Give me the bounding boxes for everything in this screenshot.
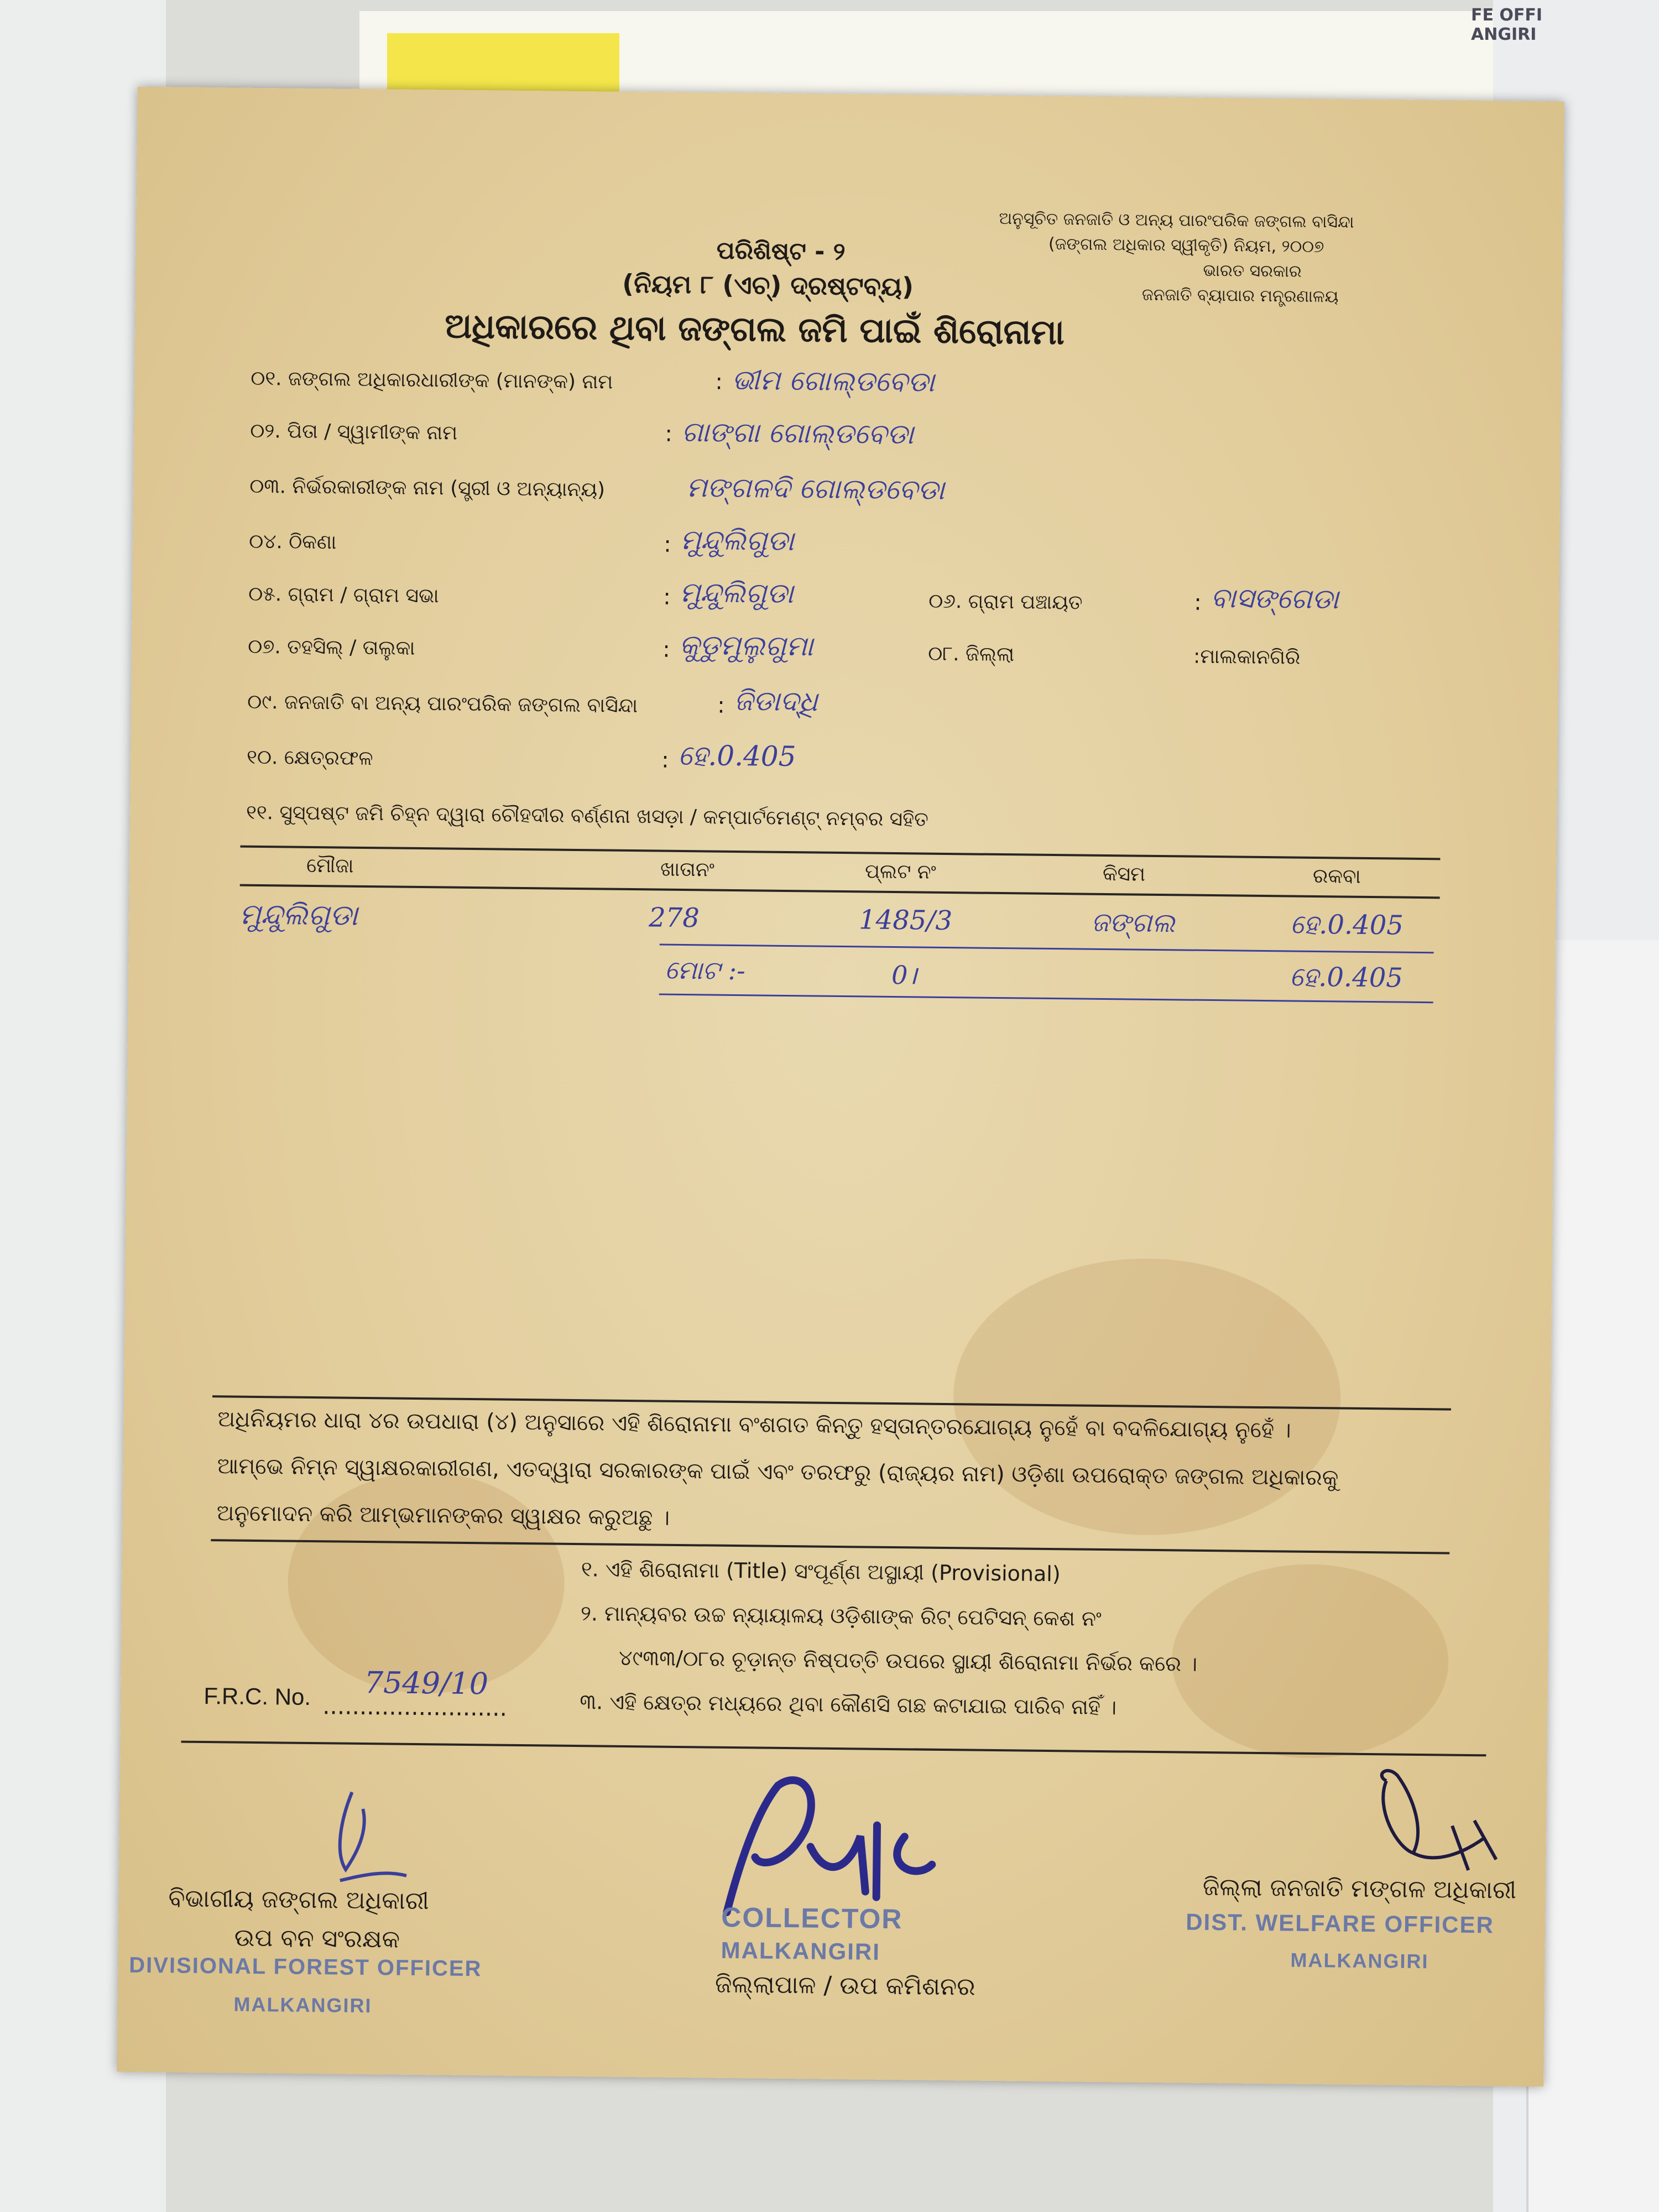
note-line: ୨. ମାନ୍ୟବର ଉଚ୍ଚ ନ୍ୟାୟାଳୟ ଓଡ଼ିଶାଙ୍କ ରିଟ୍ ପେଟିସନ୍ କେଶ ନଂ bbox=[580, 1601, 1102, 1631]
table-header: ଖାତାନଂ bbox=[660, 858, 715, 881]
field-label: ୦୨. ପିତା / ସ୍ୱାମୀଙ୍କ ନାମ bbox=[250, 419, 458, 445]
table-header-rule bbox=[240, 884, 1440, 899]
collector-title-odia: ଜିଲ୍ଲାପାଳ / ଉପ କମିଶନର bbox=[714, 1970, 975, 2001]
fields-list: ୦୧. ଜଙ୍ଗଲ ଅଧିକାରଧାରୀଙ୍କ (ମାନଙ୍କ) ନାମ : ଭୀମ ଗୋଲ୍ଡବେଡା ୦୨. ପିତା / ସ୍ୱାମୀଙ୍କ ନାମ : ଗାଙ୍ଗା ଗୋଲ୍ଡବେଡା ୦୩. ନିର୍ଭରକାରୀଙ୍କ ନାମ (ସ୍ତ୍ରୀ ଓ ଅନ୍ୟାନ୍ୟ) ମଙ୍ଗଳଦି ଗୋଲ୍ଡବେଡା ୦୪. ଠିକଣା : ମୁନ୍ଦୁଲିଗୁଡା ୦୫. ଗ୍ରାମ / ଗ୍ରାମ ସଭା : ମୁନ୍ଦୁଲିଗୁଡା ୦୬. ଗ୍ରାମ ପଞ୍ଚାୟତ : ବାସଙ୍ଗେଡା ୦୭. ତହସିଲ୍ / ତାଲୁକା : କୁଡୁମୁଲୁଗୁମା ୦୮. ଜିଲ୍ଲା :ମାଲକାନଗିରି ୦୯. ଜନଜାତି ବା ଅନ୍ୟ ପାରଂପରିକ ଜଙ୍ଗଲ ବାସିନ୍ଦା : ଜିଡାଦ୍ଧି ୧୦. କ୍ଷେତ୍ରଫଳ : ହେ.0.405 ୧୧. ସୁସ୍ପଷ୍ଟ ଜମି ଚିହ୍ନ ଦ୍ୱାରା ଚୌହଦୀର ବର୍ଣ୍ଣନା ଖସଡ଼ା / କମ୍ପାର୍ଟମେଣ୍ଟ୍ ନମ୍ବର ସହିତ bbox=[246, 363, 1339, 831]
table-header: ରକବା bbox=[1312, 864, 1361, 888]
header-act-line1: ଅନୁସୂଚିତ ଜନଜାତି ଓ ଅନ୍ୟ ପାରଂପରିକ ଜଙ୍ଗଲ ବାସିନ୍ଦା bbox=[999, 208, 1354, 232]
declaration-line: ଆମ୍ଭେ ନିମ୍ନ ସ୍ୱାକ୍ଷରକାରୀଗଣ, ଏତଦ୍ୱାରା ସରକାରଙ୍କ ପାଇଁ ଏବଂ ତରଫରୁ (ରାଜ୍ୟର ନାମ) ଓଡ଼ିଶା ଉପରୋକ୍ତ ଜଙ୍ଗଲ ଅଧିକାରକୁ bbox=[217, 1453, 1339, 1491]
table-top-rule bbox=[240, 846, 1440, 860]
field-value-village: ମୁନ୍ଦୁଲିଗୁଡା bbox=[680, 576, 794, 610]
total-count: 0। bbox=[891, 959, 918, 990]
field-label: ୦୫. ଗ୍ରାମ / ଗ୍ରାମ ସଭା bbox=[248, 582, 439, 608]
field-value-tehsil: କୁଡୁମୁଲୁଗୁମା bbox=[679, 628, 813, 662]
declaration-line: ଅନୁମୋଦନ କରି ଆମ୍ଭମାନଙ୍କର ସ୍ୱାକ୍ଷର କରୁଅଛୁ । bbox=[216, 1500, 670, 1531]
field-value-father-name: ଗାଙ୍ଗା ଗୋଲ୍ଡବେଡା bbox=[681, 415, 914, 451]
dfo-stamp-district: MALKANGIRI bbox=[233, 1992, 372, 2017]
collector-stamp-district: MALKANGIRI bbox=[721, 1937, 881, 1965]
header-ministry: ଜନଜାତି ବ୍ୟାପାର ମନ୍ତ୍ରଣାଳୟ bbox=[1141, 285, 1339, 307]
background-stamp-text: FE OFFI ANGIRI bbox=[1471, 6, 1543, 44]
frc-label: F.R.C. No. bbox=[204, 1683, 311, 1710]
dfo-signature bbox=[285, 1786, 430, 1898]
welfare-officer-stamp-district: MALKANGIRI bbox=[1290, 1948, 1429, 1973]
field-label-district: ୦୮. ଜିଲ୍ଲା bbox=[927, 642, 1015, 666]
dfo-stamp: DIVISIONAL FOREST OFFICER bbox=[129, 1953, 482, 1981]
table-cell-khata: 278 bbox=[648, 902, 700, 934]
field-value-dependants: ମଙ୍ଗଳଦି ଗୋଲ୍ଡବେଡା bbox=[686, 471, 945, 506]
field-label: ୦୧. ଜଙ୍ଗଲ ଅଧିକାରଧାରୀଙ୍କ (ମାନଙ୍କ) ନାମ bbox=[251, 367, 613, 394]
total-bottom-rule bbox=[659, 994, 1433, 1004]
table-header: କିସମ bbox=[1102, 862, 1146, 886]
field-label: ୧୦. କ୍ଷେତ୍ରଫଳ bbox=[246, 745, 373, 770]
table-cell-area: ହେ.0.405 bbox=[1290, 909, 1404, 941]
note-line: ୩. ଏହି କ୍ଷେତ୍ର ମଧ୍ୟରେ ଥିବା କୌଣସି ଗଛ କଟାଯାଇ ପାରିବ ନାହିଁ । bbox=[580, 1689, 1117, 1720]
dfo-subtitle-odia: ଉପ ବନ ସଂରକ୍ଷକ bbox=[234, 1923, 400, 1954]
total-label: ମୋଟ :- bbox=[664, 954, 745, 986]
table-header: ପ୍ଲଟ ନଂ bbox=[864, 860, 936, 884]
header-government: ଭାରତ ସରକାର bbox=[1203, 260, 1302, 281]
field-label-boundary: ୧୧. ସୁସ୍ପଷ୍ଟ ଜମି ଚିହ୍ନ ଦ୍ୱାରା ଚୌହଦୀର ବର୍ଣ୍ଣନା ଖସଡ଼ା / କମ୍ପାର୍ଟମେଣ୍ଟ୍ ନମ୍ବର ସହିତ bbox=[246, 801, 929, 831]
frc-number: 7549/10 bbox=[364, 1665, 489, 1702]
dfo-title-odia: ବିଭାଗୀୟ ଜଙ୍ଗଲ ଅଧିକାରୀ bbox=[168, 1884, 430, 1916]
welfare-officer-stamp: DIST. WELFARE OFFICER bbox=[1185, 1908, 1495, 1938]
field-value-district: :ମାଲକାନଗିରି bbox=[1193, 645, 1301, 669]
table-cell-mouza: ମୁନ୍ଦୁଲିଗୁଡା bbox=[239, 898, 358, 932]
field-label: ୦୩. ନିର୍ଭରକାରୀଙ୍କ ନାମ (ସ୍ତ୍ରୀ ଓ ଅନ୍ୟାନ୍ୟ) bbox=[249, 474, 606, 502]
stain bbox=[952, 1256, 1342, 1537]
field-value-address: ମୁନ୍ଦୁଲିଗୁଡା bbox=[680, 523, 795, 557]
table-cell-kisam: ଜଙ୍ଗଲ bbox=[1091, 906, 1175, 939]
table-header: ମୌଜା bbox=[306, 854, 354, 878]
document-title: ଅଧିକାରରେ ଥିବା ଜଙ୍ଗଲ ଜମି ପାଇଁ ଶିରୋନାମା bbox=[444, 305, 1065, 353]
total-top-rule bbox=[660, 944, 1434, 954]
note-line: ୪୯୩୩/୦୮ର ଚୂଡ଼ାନ୍ତ ନିଷ୍ପତ୍ତି ଉପରେ ସ୍ଥାୟୀ ଶିରୋନାମା ନିର୍ଭର କରେ । bbox=[618, 1645, 1198, 1676]
declaration-line: ଅଧିନିୟମର ଧାରା ୪ର ଉପଧାରା (୪) ଅନୁସାରେ ଏହି ଶିରୋନାମା ବଂଶଗତ କିନ୍ତୁ ହସ୍ତାନ୍ତରଯୋଗ୍ୟ ନୁହେଁ ବା ବଦଳିଯୋଗ୍ୟ ନୁହେଁ । bbox=[217, 1406, 1292, 1443]
field-value-tribe: ଜିଡାଦ୍ଧି bbox=[733, 684, 818, 718]
stain bbox=[1171, 1563, 1449, 1759]
field-label: ୦୭. ତହସିଲ୍ / ତାଲୁକା bbox=[248, 635, 415, 660]
annex-title: ପରିଶିଷ୍ଟ - ୨ bbox=[716, 236, 846, 267]
field-value-holder-name: ଭୀମ ଗୋଲ୍ଡବେଡା bbox=[732, 363, 935, 398]
welfare-officer-title-odia: ଜିଲ୍ଲା ଜନଜାତି ମଙ୍ଗଳ ଅଧିକାରୀ bbox=[1202, 1872, 1517, 1905]
field-value-panchayat: ବାସଙ୍ଗେଡା bbox=[1210, 581, 1339, 615]
field-label: ୦୪. ଠିକଣା bbox=[249, 530, 337, 554]
collector-stamp: COLLECTOR bbox=[721, 1901, 903, 1935]
table-cell-plot: 1485/3 bbox=[858, 904, 953, 937]
field-label-panchayat: ୦୬. ଗ୍ରାମ ପଞ୍ଚାୟତ bbox=[928, 589, 1083, 614]
rule-reference: (ନିୟମ ୮ (ଏଚ୍) ଦ୍ରଷ୍ଟବ୍ୟ) bbox=[622, 268, 914, 302]
total-area: ହେ.0.405 bbox=[1289, 961, 1404, 994]
note-line: ୧. ଏହି ଶିରୋନାମା (Title) ସଂପୂର୍ଣ୍ଣ ଅସ୍ଥାୟୀ (Provisional) bbox=[581, 1557, 1061, 1587]
certificate-document: ଅନୁସୂଚିତ ଜନଜାତି ଓ ଅନ୍ୟ ପାରଂପରିକ ଜଙ୍ଗଲ ବାସିନ୍ଦା (ଜଙ୍ଗଲ ଅଧିକାର ସ୍ୱୀକୃତି) ନିୟମ, ୨୦୦୭ ଭାରତ ସରକାର ଜନଜାତି ବ୍ୟାପାର ମନ୍ତ୍ରଣାଳୟ ପରିଶିଷ୍ଟ - ୨ (ନିୟମ ୮ (ଏଚ୍) ଦ୍ରଷ୍ଟବ୍ୟ) ଅଧିକାରରେ ଥିବା ଜଙ୍ଗଲ ଜମି ପାଇଁ ଶିରୋନାମା ୦୧. ଜଙ୍ଗଲ ଅଧିକାରଧାରୀଙ୍କ (ମାନଙ୍କ) ନାମ : ଭୀମ ଗୋଲ୍ଡବେଡା ୦୨. ପିତା / ସ୍ୱାମୀଙ୍କ ନାମ : ଗାଙ୍ଗା ଗୋଲ୍ଡବେଡା ୦୩. ନିର୍ଭରକାରୀଙ୍କ ନାମ (ସ୍ତ୍ରୀ ଓ ଅନ୍ୟାନ୍ୟ) ମଙ୍ଗଳଦି ଗୋଲ୍ଡବେଡା ୦୪. ଠିକଣା : ମୁନ୍ଦୁଲିଗୁଡା ୦୫. ଗ୍ରାମ / ଗ୍ରାମ ସଭା : ମୁନ୍ଦୁଲିଗୁଡା ୦୬. ଗ୍ରାମ ପଞ୍ଚାୟତ : ବାସଙ୍ଗେଡା ୦୭. ତହସିଲ୍ / ତାଲୁକା : କୁଡୁମୁଲୁଗୁମା ୦୮. ଜିଲ୍ଲା :ମାଲକାନଗିରି ୦୯. ଜନଜାତି ବା ଅନ୍ୟ ପାରଂପରିକ ଜଙ୍ଗଲ ବାସିନ୍ଦା : ଜିଡାଦ୍ଧି ୧୦. କ୍ଷେତ୍ରଫଳ : ହେ.0.405 ୧୧. ସୁସ୍ପଷ୍ଟ ଜମି ଚିହ୍ନ ଦ୍ୱାରା ଚୌହଦୀର ବର୍ଣ୍ଣନା ଖସଡ଼ା / କମ୍ପାର୍ଟମେଣ୍ଟ୍ ନମ୍ବର ସହିତ ମୌଜା ଖାତାନଂ ପ୍ଲଟ ନଂ କିସମ ରକବା ମୁନ୍ଦୁଲିଗୁଡା 278 1485/3 ଜଙ୍ଗଲ ହେ.0.405 ମୋଟ :- 0। ହେ.0.405 ଅଧିନିୟମର ଧାରା ୪ର ଉପଧାରା (୪) ଅନୁସାରେ ଏହି ଶିରୋନାମା ବଂଶଗତ କିନ୍ତୁ ହସ୍ତାନ୍ତରଯୋଗ୍ୟ ନୁହେଁ ବା ବଦଳିଯୋଗ୍ୟ ନୁହେଁ । ଆମ୍ଭେ ନିମ୍ନ ସ୍ୱାକ୍ଷରକାରୀଗଣ, ଏତଦ୍ୱାରା ସରକାରଙ୍କ ପାଇଁ ଏବଂ ତରଫରୁ (ରାଜ୍ୟର ନାମ) ଓଡ଼ିଶା ଉପରୋକ୍ତ ଜଙ୍ଗଲ ଅଧିକାରକୁ ଅନୁମୋଦନ କରି ଆମ୍ଭମାନଙ୍କର ସ୍ୱାକ୍ଷର କରୁଅଛୁ । ୧. ଏହି ଶିରୋନାମା (Title) ସଂପୂର୍ଣ୍ଣ ଅସ୍ଥାୟୀ (Provisional) ୨. ମାନ୍ୟବର ଉଚ୍ଚ ନ୍ୟାୟାଳୟ ଓଡ଼ିଶାଙ୍କ ରିଟ୍ ପେଟିସନ୍ କେଶ ନଂ ୪୯୩୩/୦୮ର ଚୂଡ଼ାନ୍ତ ନିଷ୍ପତ୍ତି ଉପରେ ସ୍ଥାୟୀ ଶିରୋନାମା ନିର୍ଭର କରେ । ୩. ଏହି କ୍ଷେତ୍ର ମଧ୍ୟରେ ଥିବା କୌଣସି ଗଛ କଟାଯାଇ ପାରିବ ନାହିଁ । F.R.C. No. ......................... 7549/10 ବିଭାଗୀୟ ଜଙ୍ଗଲ ଅଧିକାରୀ ଉପ ବନ ସଂରକ୍ଷକ DIVISIONAL FOREST OFFICER MALKANGIRI COLLECTOR MALKANGIRI ଜିଲ୍ଲାପାଳ / ଉପ କମିଶନର ଜିଲ୍ଲା ଜନଜାତି ମଙ୍ଗଳ ଅଧିକାରୀ DIST. WELFARE OFFICER MALKANGIRI bbox=[117, 87, 1564, 2087]
field-value-area: ହେ.0.405 bbox=[677, 739, 796, 773]
header-act-line2: (ଜଙ୍ଗଲ ଅଧିକାର ସ୍ୱୀକୃତି) ନିୟମ, ୨୦୦୭ bbox=[1048, 234, 1324, 257]
field-label: ୦୯. ଜନଜାତି ବା ଅନ୍ୟ ପାରଂପରିକ ଜଙ୍ଗଲ ବାସିନ୍ଦା bbox=[247, 690, 638, 718]
